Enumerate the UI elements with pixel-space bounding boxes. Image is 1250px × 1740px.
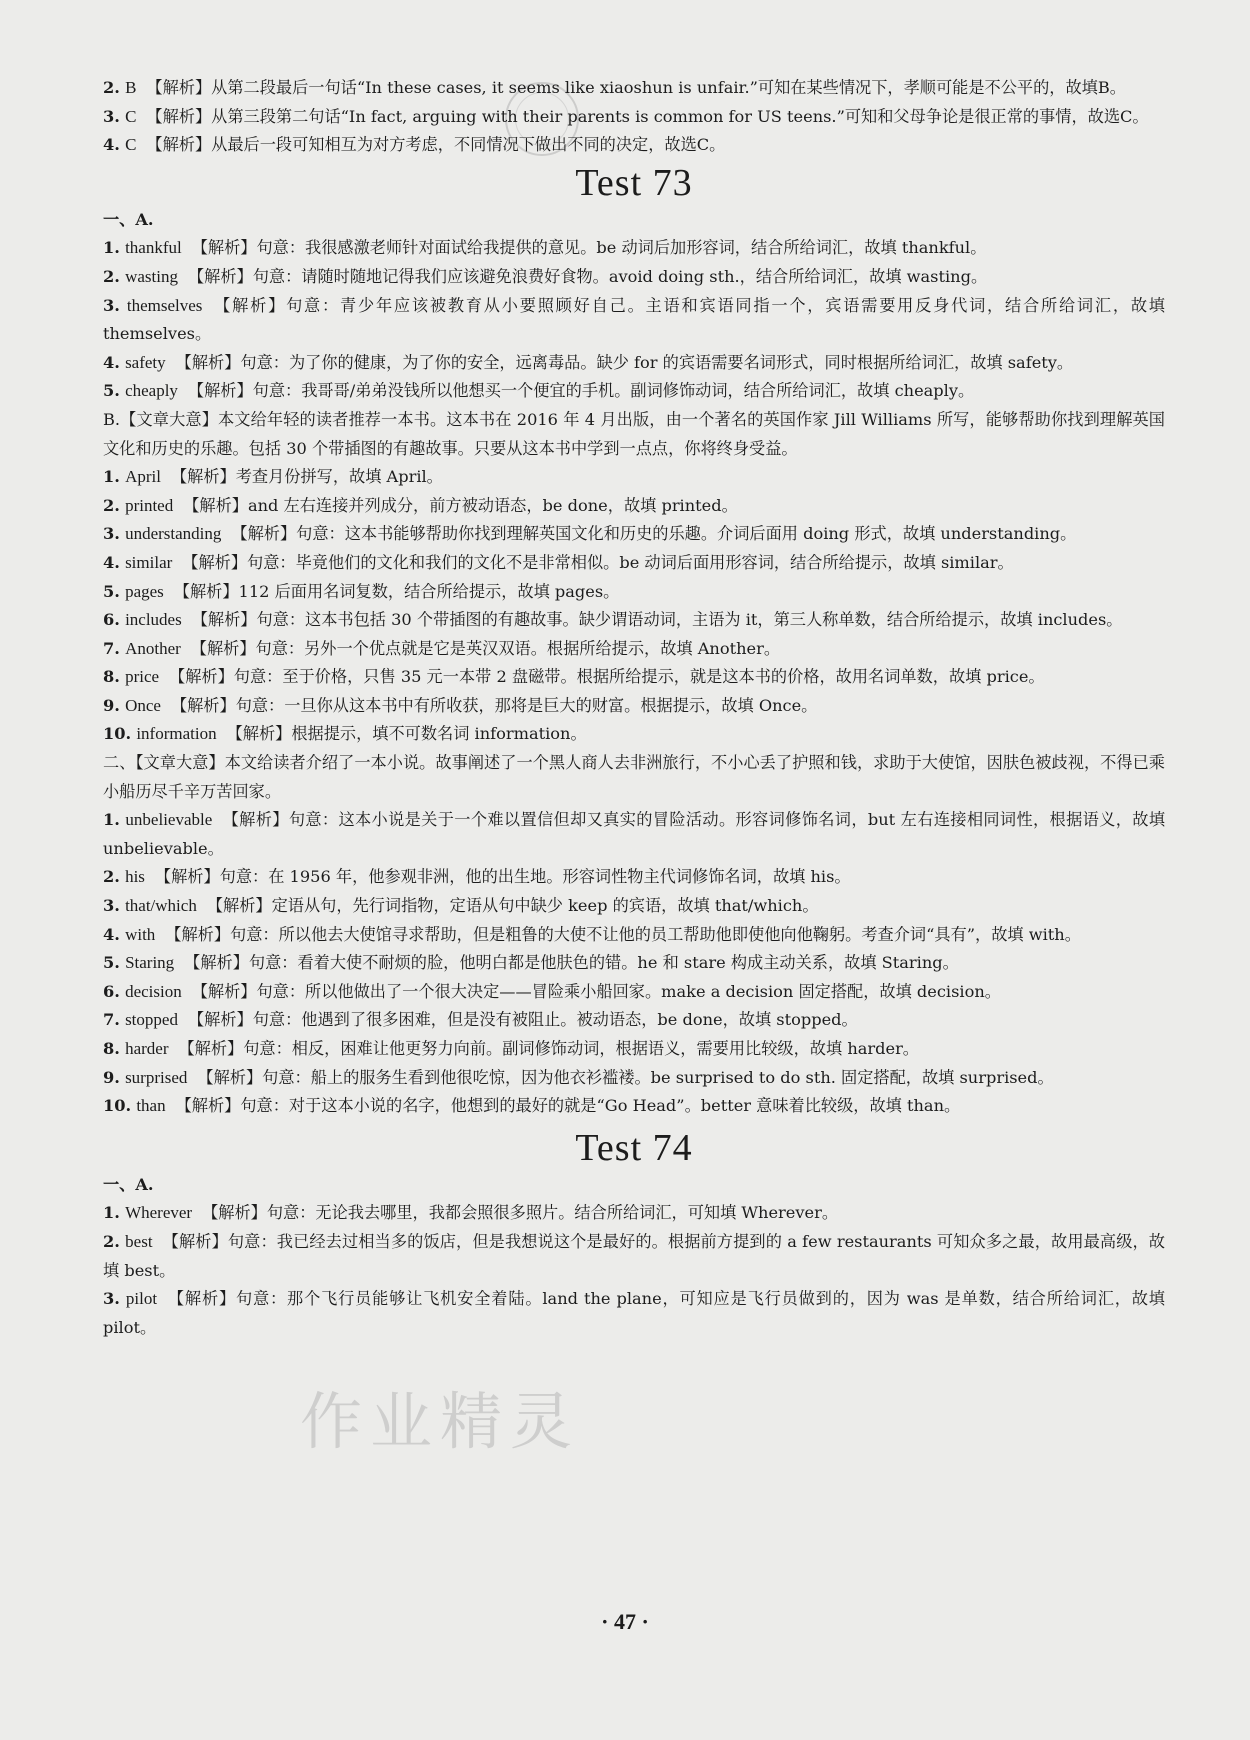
analysis-tag: 【解析】 [184,953,249,973]
watermark-logo: 作业精灵 [300,1385,581,1458]
analysis-tag: 【解析】 [183,495,248,515]
analysis-text: 句意：我很感激老师针对面试给我提供的意见。be 动词后加形容词，结合所给词汇，故填 thankful。 [256,238,987,258]
analysis-tag: 【解析】 [197,1067,263,1087]
test-74-part-a [103,1199,1165,1342]
answer-number: 3. [103,896,120,916]
test-73-part-2 [103,806,1165,1121]
analysis-tag: 【解析】 [226,724,292,744]
answer-item [103,549,1165,578]
section-label: 一、A. [103,1174,154,1194]
answer-number: 5. [103,581,120,601]
answer-item [103,74,1165,103]
answer-word: safety [125,352,166,372]
analysis-tag: 【解析】 [187,266,253,286]
analysis-tag: 【解析】 [187,381,253,401]
answer-word: printed [125,495,174,515]
answer-item [103,463,1165,492]
analysis-tag: 【解析】 [146,106,212,126]
answer-word: decision [125,981,182,1001]
analysis-text: 句意：这本书能够帮助你找到理解英国文化和历史的乐趣。介词后面用 doing 形式，故填 understanding。 [296,524,1077,544]
page-content [103,74,1165,1342]
page-number: · 47 · [601,1609,649,1634]
answer-word: pilot [125,1289,158,1309]
answer-number: 3. [103,1289,120,1309]
answer-word: April [125,467,161,487]
answer-number: 10. [103,1096,132,1116]
answer-word: stopped [125,1010,178,1030]
test-73-title: Test 73 [575,161,693,204]
analysis-text: 句意：相反，困难让他更努力向前。副词修饰动词，根据语义，需要用比较级，故填 harder。 [243,1039,919,1058]
answer-word: unbelievable [125,810,213,830]
analysis-tag: 【解析】 [182,552,248,572]
part-2-summary: 二、【文章大意】本文给读者介绍了一本小说。故事阐述了一个黑人商人去非洲旅行，不小心丢了护照和钱，求助于大使馆，因肤色被歧视，不得已乘小船历尽千辛万苦回家。 [103,753,1165,801]
answer-item [103,892,1165,921]
answer-item [103,806,1165,863]
analysis-tag: 【解析】 [154,867,220,887]
analysis-text: 从第三段第二句话“In fact, arguing with their parents is common for US teens.”可知和父母争论是很正常的事情，故选C。 [211,106,1149,126]
answer-item [103,349,1165,378]
analysis-tag: 【解析】 [191,610,257,630]
analysis-tag: 【解析】 [222,810,289,830]
answer-number: 4. [103,135,120,155]
answer-number: 1. [103,238,120,258]
answer-word: C [125,106,137,126]
analysis-text: 定语从句，先行词指物，定语从句中缺少 keep 的宾语，故填 that/which。 [271,896,819,916]
test-73-part-a [103,234,1165,406]
analysis-text: 从最后一段可知相互为对方考虑，不同情况下做出不同的决定，故选C。 [211,135,726,155]
analysis-text: 句意：无论我去哪里，我都会照很多照片。结合所给词汇，可知填 Wherever。 [266,1203,839,1223]
analysis-text: 句意：一旦你从这本书中有所收获，那将是巨大的财富。根据提示，故填 Once。 [235,695,818,715]
answer-item [103,578,1165,607]
analysis-text: 句意：我已经去过相当多的饭店，但是我想说这个是最好的。根据前方提到的 a few restaurants 可知众多之最，故用最高级，故填 best。 [103,1231,1165,1280]
answer-number: 2. [103,867,120,887]
answer-number: 1. [103,810,120,830]
answer-number: 5. [103,953,120,973]
answer-item [103,492,1165,521]
answer-item [103,978,1165,1007]
answer-word: Staring [125,953,175,973]
answer-number: 4. [103,552,120,572]
analysis-text: 句意：他遇到了很多困难，但是没有被阻止。被动语态，be done，故填 stopped。 [252,1010,858,1030]
answer-number: 3. [103,106,120,126]
answer-word: cheaply [125,381,178,401]
analysis-text: 句意：那个飞行员能够让飞机安全着陆。land the plane，可知应是飞行员做到的，因为 was 是单数，结合所给词汇，故填 pilot。 [103,1289,1165,1337]
analysis-tag: 【解析】 [191,981,257,1001]
answer-item [103,720,1165,749]
analysis-tag: 【解析】 [178,1039,244,1058]
answer-word: includes [125,610,182,630]
answer-word: thankful [125,238,182,258]
answer-word: themselves [126,295,203,315]
answer-number: 1. [103,1203,120,1223]
answer-number: 7. [103,638,120,658]
answer-word: best [125,1231,153,1251]
prev-answers [103,74,1165,160]
answer-number: 6. [103,981,120,1001]
answer-item [103,1199,1165,1228]
answer-item [103,1228,1165,1285]
analysis-tag: 【解析】 [191,238,257,258]
answer-word: surprised [125,1067,188,1087]
answer-word: his [125,867,145,887]
answer-item [103,635,1165,664]
answer-item [103,377,1165,406]
answer-word: than [136,1096,166,1116]
analysis-tag: 【解析】 [231,524,297,544]
answer-word: wasting [125,266,178,286]
analysis-tag: 【解析】 [187,1010,253,1030]
test-74-title: Test 74 [575,1126,693,1169]
answer-item [103,663,1165,692]
answer-item [103,292,1165,349]
answer-item [103,131,1165,160]
answer-number: 2. [103,266,120,286]
answer-number: 10. [103,724,132,744]
answer-word: information [136,724,217,744]
answer-item [103,921,1165,950]
analysis-text: 句意：青少年应该被教育从小要照顾好自己。主语和宾语同指一个，宾语需要用反身代词，结合所给词汇，故填 themselves。 [103,295,1165,344]
answer-word: that/which [125,896,197,916]
analysis-text: 句意：所以他去大使馆寻求帮助，但是粗鲁的大使不让他的员工帮助他即使他向他鞠躬。考查介词“具有”，故填 with。 [230,924,1081,944]
analysis-tag: 【解析】 [206,896,272,916]
answer-number: 9. [103,1067,120,1087]
answer-item [103,1064,1165,1093]
part-b-summary: B.【文章大意】本文给年轻的读者推荐一本书。这本书在 2016 年 4 月出版，由一个著名的英国作家 Jill Williams 所写，能够帮助你找到理解英国文化和历史的乐趣。包括 30 个带插图的有趣故事。只要从这本书中学到一点点，你将终身受益。 [103,409,1165,458]
answer-word: B [125,78,137,97]
answer-item [103,692,1165,721]
analysis-text: 句意：这本小说是关于一个难以置信但却又真实的冒险活动。形容词修饰名词，but 左右连接相同词性，根据语义，故填 unbelievable。 [103,810,1166,858]
analysis-text: 句意：至于价格，只售 35 元一本带 2 盘磁带。根据所给提示，就是这本书的价格，故用名词单数，故填 price。 [233,667,1045,687]
analysis-tag: 【解析】 [167,1289,236,1309]
answer-word: C [125,135,137,155]
answer-number: 5. [103,381,120,401]
analysis-tag: 【解析】 [170,467,236,487]
analysis-text: 根据提示，填不可数名词 information。 [291,724,587,744]
answer-item [103,949,1165,978]
answer-number: 2. [103,78,120,97]
answer-number: 8. [103,1039,120,1058]
analysis-text: 句意：请随时随地记得我们应该避免浪费好食物。avoid doing sth.，结合所给词汇，故填 wasting。 [252,266,988,286]
analysis-tag: 【解析】 [146,78,212,97]
answer-item [103,103,1165,132]
answer-item [103,263,1165,292]
analysis-tag: 【解析】 [170,695,236,715]
answer-word: pages [125,581,164,601]
answer-number: 2. [103,1231,120,1251]
analysis-text: 句意：我哥哥/弟弟没钱所以他想买一个便宜的手机。副词修饰动词，结合所给词汇，故填 cheaply。 [252,381,975,401]
answer-word: with [125,924,156,944]
answer-word: price [125,667,160,687]
answer-item [103,1035,1165,1064]
answer-word: Once [125,695,161,715]
analysis-text: 句意：毕竟他们的文化和我们的文化不是非常相似。be 动词后面用形容词，结合所给提示，故填 similar。 [247,552,1014,572]
analysis-text: 句意：另外一个优点就是它是英汉双语。根据所给提示，故填 Another。 [255,638,781,658]
analysis-tag: 【解析】 [175,352,241,372]
analysis-text: 句意：为了你的健康，为了你的安全，远离毒品。缺少 for 的宾语需要名词形式，同时根据所给词汇，故填 safety。 [240,352,1074,372]
analysis-tag: 【解析】 [169,667,234,687]
analysis-text: 句意：在 1956 年，他参观非洲，他的出生地。形容词性物主代词修饰名词，故填 his。 [219,867,851,887]
answer-word: Another [125,638,181,658]
answer-word: Wherever [125,1203,193,1223]
analysis-text: 112 后面用名词复数，结合所给提示，故填 pages。 [238,581,620,601]
answer-item [103,863,1165,892]
answer-number: 7. [103,1010,120,1030]
analysis-tag: 【解析】 [165,924,231,944]
analysis-tag: 【解析】 [175,1096,241,1116]
answer-number: 3. [103,295,120,315]
answer-item [103,520,1165,549]
answer-number: 9. [103,695,120,715]
analysis-text: 句意：这本书包括 30 个带插图的有趣故事。缺少谓语动词，主语为 it，第三人称单数，结合所给提示，故填 includes。 [256,610,1123,630]
analysis-tag: 【解析】 [162,1231,228,1251]
answer-number: 2. [103,495,120,515]
section-label: 一、A. [103,209,154,229]
answer-number: 1. [103,467,120,487]
test-73-part-b [103,463,1165,749]
analysis-text: 句意：对于这本小说的名字，他想到的最好的就是“Go Head”。better 意味着比较级，故填 than。 [240,1096,961,1116]
analysis-tag: 【解析】 [146,135,212,155]
analysis-text: 句意：所以他做出了一个很大决定——冒险乘小船回家。make a decision 固定搭配，故填 decision。 [256,981,1001,1001]
analysis-text: 句意：看着大使不耐烦的脸，他明白都是他肤色的错。he 和 stare 构成主动关系，故填 Staring。 [248,953,959,973]
answer-number: 6. [103,610,120,630]
analysis-text: 从第二段最后一句话“In these cases, it seems like xiaoshun is unfair.”可知在某些情况下，孝顺可能是不公平的，故填B。 [211,78,1126,97]
analysis-tag: 【解析】 [212,295,287,315]
analysis-text: 考查月份拼写，故填 April。 [235,467,443,487]
answer-item [103,1092,1165,1121]
analysis-tag: 【解析】 [190,638,256,658]
answer-item [103,234,1165,263]
answer-word: similar [125,552,173,572]
analysis-text: 句意：船上的服务生看到他很吃惊，因为他衣衫褴褛。be surprised to do sth. 固定搭配，故填 surprised。 [262,1067,1054,1087]
analysis-tag: 【解析】 [202,1203,267,1223]
answer-word: understanding [125,524,222,544]
answer-number: 3. [103,524,120,544]
answer-number: 4. [103,352,120,372]
answer-item [103,1285,1165,1342]
answer-item [103,606,1165,635]
answer-item [103,1006,1165,1035]
answer-word: harder [125,1039,169,1058]
analysis-tag: 【解析】 [173,581,239,601]
answer-number: 4. [103,924,120,944]
analysis-text: and 左右连接并列成分，前方被动语态，be done，故填 printed。 [247,495,738,515]
answer-number: 8. [103,667,120,687]
